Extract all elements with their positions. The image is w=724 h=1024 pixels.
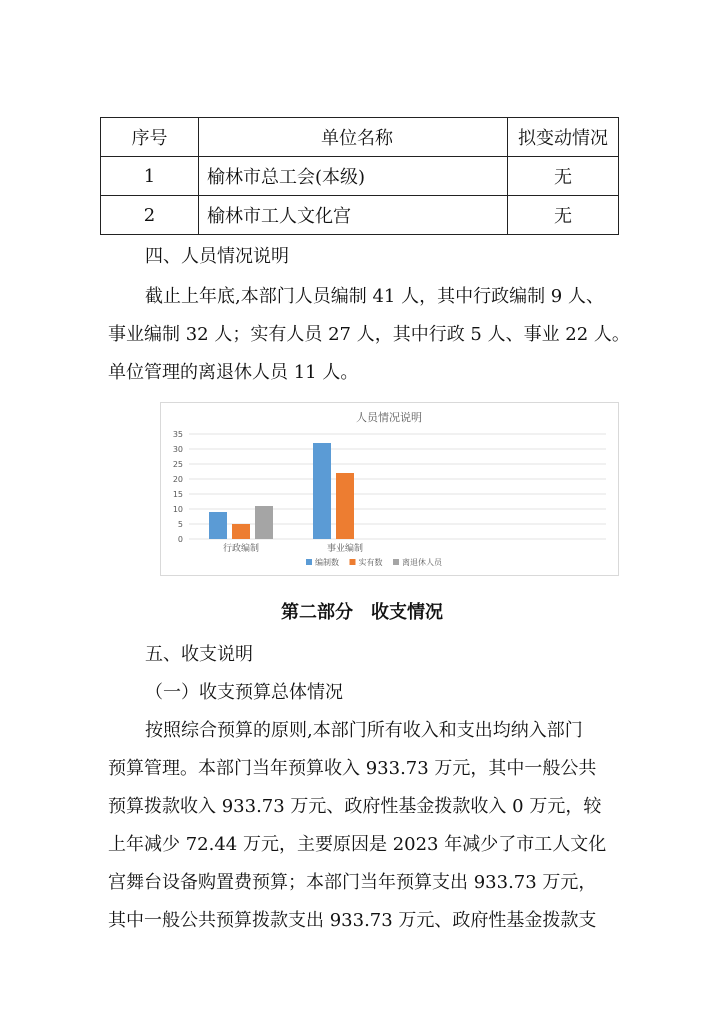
header-cell-change: 拟变动情况: [508, 118, 619, 157]
cell-change: 无: [508, 157, 619, 196]
bar: [336, 473, 354, 539]
y-tick-label: 25: [172, 460, 183, 469]
part2-heading: 第二部分 收支情况: [281, 602, 443, 623]
chart-title: 人员情况说明: [356, 411, 422, 424]
bar: [313, 443, 331, 539]
section4-line-1: 截止上年底,本部门人员编制 41 人，其中行政编制 9 人、: [145, 286, 604, 307]
table-header-row: [101, 118, 619, 157]
section5-line-1: 按照综合预算的原则,本部门所有收入和支出均纳入部门: [145, 720, 583, 741]
section5-line-3: 预算拨款收入 933.73 万元、政府性基金拨款收入 0 万元，较: [108, 796, 602, 817]
y-tick-label: 15: [172, 490, 183, 499]
staff-chart: [160, 402, 619, 576]
staff-chart-svg: [161, 403, 618, 575]
legend-label: 编制数: [315, 558, 339, 567]
y-tick-label: 10: [172, 505, 183, 514]
x-tick-label: 事业编制: [326, 544, 364, 554]
bar: [232, 524, 250, 539]
y-tick-label: 5: [177, 520, 183, 529]
section5-line-6: 其中一般公共预算拨款支出 933.73 万元、政府性基金拨款支: [108, 910, 597, 931]
y-tick-label: 35: [172, 430, 183, 439]
section5-line-4: 上年减少 72.44 万元，主要原因是 2023 年减少了市工人文化: [108, 834, 607, 855]
y-tick-label: 20: [172, 475, 183, 484]
header-cell-name: 单位名称: [199, 118, 508, 157]
x-tick-label: 行政编制: [222, 544, 260, 554]
header-cell-no: 序号: [101, 118, 199, 157]
cell-change: 无: [508, 196, 619, 235]
unit-table: [100, 117, 619, 235]
section5-line-2: 预算管理。本部门当年预算收入 933.73 万元，其中一般公共: [108, 758, 597, 779]
y-tick-label: 30: [172, 445, 183, 454]
bar: [255, 506, 273, 539]
legend-swatch: [393, 559, 399, 565]
table-row: [101, 196, 619, 235]
cell-no: 1: [101, 157, 199, 196]
section5-line-5: 宫舞台设备购置费预算；本部门当年预算支出 933.73 万元，: [108, 872, 597, 893]
bar: [209, 512, 227, 539]
section4-line-2: 事业编制 32 人；实有人员 27 人，其中行政 5 人、事业 22 人。: [108, 324, 630, 345]
section4-line-3: 单位管理的离退休人员 11 人。: [108, 362, 359, 383]
cell-name: 榆林市工人文化宫: [199, 196, 508, 235]
legend-swatch: [306, 559, 312, 565]
section4-heading: 四、人员情况说明: [145, 246, 289, 267]
cell-name: 榆林市总工会(本级): [199, 157, 508, 196]
legend-swatch: [350, 559, 356, 565]
cell-no: 2: [101, 196, 199, 235]
legend-label: 离退休人员: [402, 558, 442, 567]
section5-subheading: （一）收支预算总体情况: [145, 682, 343, 703]
y-tick-label: 0: [177, 535, 183, 544]
section5-heading: 五、收支说明: [145, 644, 253, 665]
legend-label: 实有数: [358, 558, 383, 567]
table-row: [101, 157, 619, 196]
